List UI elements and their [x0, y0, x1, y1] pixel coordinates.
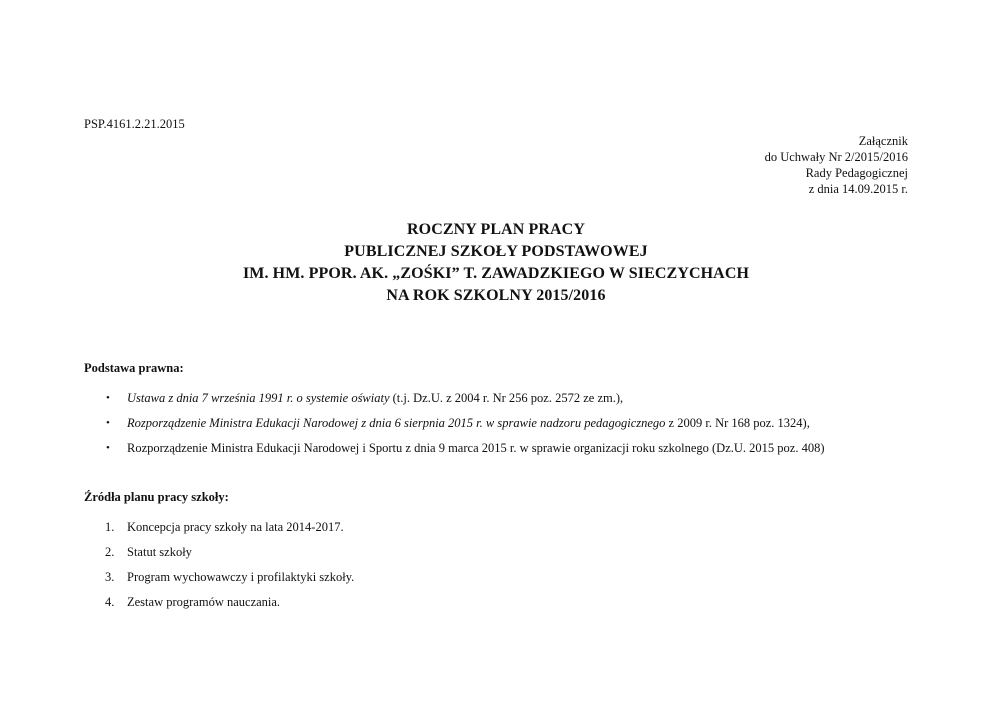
item-text: Program wychowawczy i profilaktyki szkoły. — [127, 570, 355, 584]
list-item — [84, 386, 908, 411]
bullet-icon: • — [106, 417, 110, 429]
attachment-line-1: Załącznik — [858, 134, 908, 148]
item-number: 2. — [105, 545, 115, 559]
list-item — [84, 515, 908, 540]
legal-basis-list — [84, 386, 908, 461]
title-line-4: NA ROK SZKOLNY 2015/2016 — [386, 287, 606, 304]
legal-act-citation: (t.j. Dz.U. z 2004 r. Nr 256 poz. 2572 ze zm.), — [389, 391, 624, 405]
item-number: 3. — [105, 570, 115, 584]
list-item — [84, 590, 908, 615]
title-line-1: ROCZNY PLAN PRACY — [407, 221, 585, 238]
legal-act-text: Rozporządzenie Ministra Edukacji Narodowej i Sportu z dnia 9 marca 2015 r. w sprawie organizacji roku szkolnego (Dz.U. 2015 poz. 408) — [127, 441, 825, 455]
list-item — [84, 565, 908, 590]
legal-act-title: Rozporządzenie Ministra Edukacji Narodowej z dnia 6 sierpnia 2015 r. w sprawie nadzoru pedagogicznego — [127, 416, 666, 430]
list-item — [84, 540, 908, 565]
attachment-line-3: Rady Pedagogicznej — [805, 166, 908, 180]
bullet-icon: • — [106, 392, 110, 404]
item-text: Koncepcja pracy szkoły na lata 2014-2017. — [127, 520, 344, 534]
legal-act-citation: z 2009 r. Nr 168 poz. 1324), — [665, 416, 810, 430]
bullet-icon: • — [106, 442, 110, 454]
item-text: Statut szkoły — [127, 545, 192, 559]
reference-number: PSP.4161.2.21.2015 — [84, 117, 185, 131]
document-title — [84, 219, 908, 307]
item-number: 1. — [105, 520, 115, 534]
list-item — [84, 436, 908, 461]
list-item — [84, 411, 908, 436]
item-number: 4. — [105, 595, 115, 609]
sources-heading: Źródła planu pracy szkoły: — [84, 490, 229, 504]
sources-list — [84, 515, 908, 615]
attachment-note — [765, 133, 908, 197]
legal-act-title: Ustawa z dnia 7 września 1991 r. o systemie oświaty — [127, 391, 390, 405]
item-text: Zestaw programów nauczania. — [127, 595, 281, 609]
title-line-2: PUBLICZNEJ SZKOŁY PODSTAWOWEJ — [344, 243, 648, 260]
attachment-line-2: do Uchwały Nr 2/2015/2016 — [764, 150, 908, 164]
title-line-3: IM. HM. PPOR. AK. „ZOŚKI” T. ZAWADZKIEGO W SIECZYCHACH — [242, 265, 750, 282]
attachment-line-4: z dnia 14.09.2015 r. — [808, 182, 908, 196]
legal-basis-heading: Podstawa prawna: — [84, 361, 184, 375]
